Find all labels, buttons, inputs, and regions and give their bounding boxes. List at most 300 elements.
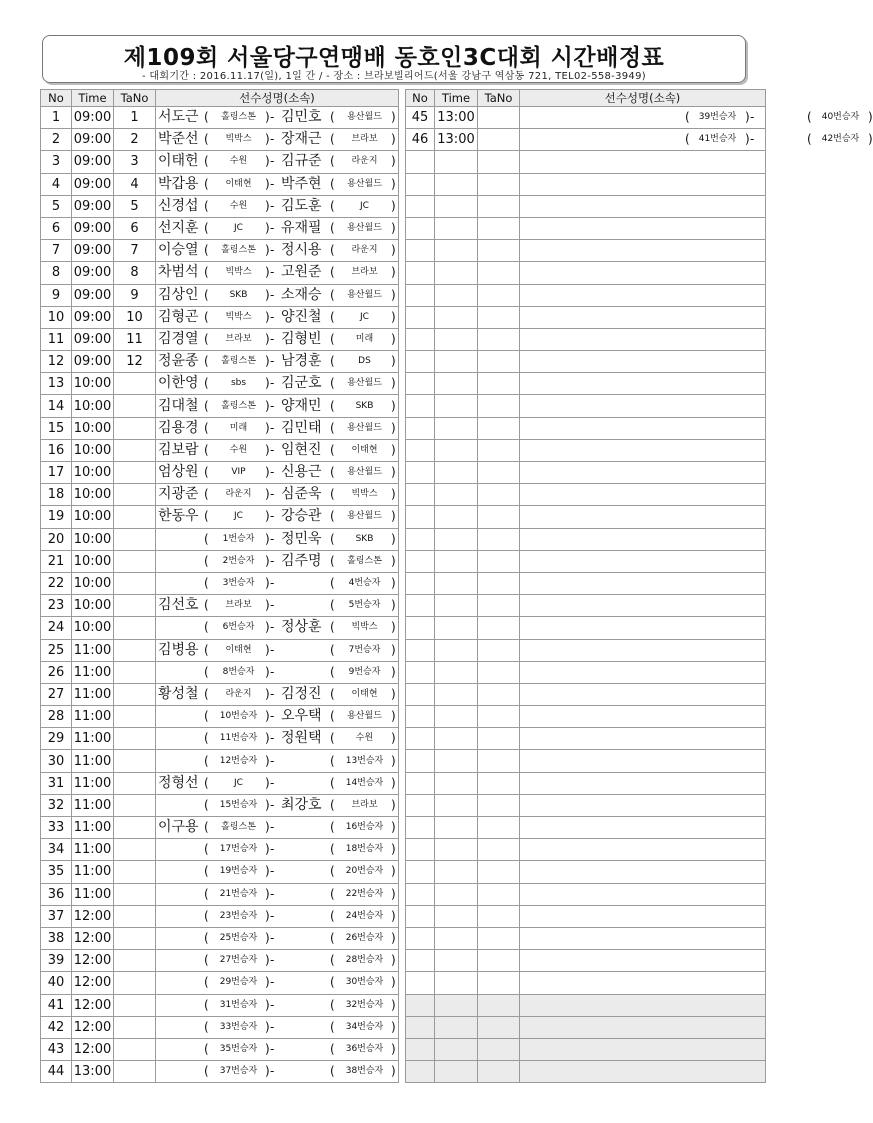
cell-players	[156, 883, 399, 905]
paren-open: (	[204, 797, 209, 812]
cell-players	[156, 750, 399, 772]
cell-players	[156, 240, 399, 262]
player-1-club: 29번승자	[219, 977, 258, 988]
cell-no	[406, 750, 435, 772]
cell-tano	[114, 661, 156, 683]
cell-no: 7	[41, 240, 72, 262]
cell-time: 09:00	[72, 129, 114, 151]
cell-no	[406, 328, 435, 350]
cell-no	[406, 217, 435, 239]
player-1-name: 김상인	[158, 286, 199, 303]
player-1-name: 선지훈	[158, 220, 199, 237]
cell-tano	[114, 728, 156, 750]
player-2-club: 40번승자	[821, 112, 860, 123]
cell-no: 20	[41, 528, 72, 550]
paren-open: (	[204, 709, 209, 724]
cell-tano	[478, 905, 520, 927]
player-1-club: 홀링스톤	[221, 112, 256, 123]
cell-time: 12:00	[72, 1016, 114, 1038]
cell-no	[406, 639, 435, 661]
cell-no: 31	[41, 772, 72, 794]
player-2-name: 김민태	[281, 419, 322, 436]
player-2-club: 7번승자	[348, 644, 381, 655]
player-2-club: DS	[358, 356, 371, 367]
table-row	[406, 1061, 766, 1083]
cell-players	[156, 284, 399, 306]
player-2-name: 정시용	[281, 242, 322, 259]
paren-open: (	[204, 243, 209, 258]
cell-tano	[478, 395, 520, 417]
player-1-club: 27번승자	[219, 955, 258, 966]
table-row	[406, 861, 766, 883]
player-1-name: 이태헌	[158, 153, 199, 170]
cell-no: 14	[41, 395, 72, 417]
paren-open: (	[204, 1041, 209, 1056]
paren-close: )	[265, 864, 270, 879]
cell-tano	[478, 217, 520, 239]
paren-open: (	[330, 509, 335, 524]
player-2-name: 김군호	[281, 375, 322, 392]
cell-tano	[478, 950, 520, 972]
cell-no	[406, 195, 435, 217]
cell-no	[406, 994, 435, 1016]
cell-time: 10:00	[72, 417, 114, 439]
cell-players	[156, 772, 399, 794]
versus-separator: -	[270, 598, 275, 613]
cell-no	[406, 950, 435, 972]
cell-tano	[114, 395, 156, 417]
paren-close: )	[391, 198, 396, 213]
cell-players	[520, 550, 766, 572]
player-2-club: 20번승자	[345, 866, 384, 877]
cell-no	[406, 284, 435, 306]
player-1-club: 3번승자	[222, 578, 255, 589]
cell-no: 4	[41, 173, 72, 195]
paren-close: )	[265, 886, 270, 901]
player-1-name: 김보람	[158, 441, 199, 458]
cell-time	[435, 927, 478, 949]
cell-time: 12:00	[72, 905, 114, 927]
cell-players	[520, 772, 766, 794]
paren-open: (	[204, 686, 209, 701]
player-1-name: 이승열	[158, 242, 199, 259]
cell-no	[406, 905, 435, 927]
paren-open: (	[330, 198, 335, 213]
cell-players	[156, 395, 399, 417]
cell-no: 32	[41, 794, 72, 816]
paren-open: (	[204, 953, 209, 968]
player-2-club: JC	[360, 311, 369, 322]
paren-close: )	[391, 620, 396, 635]
cell-players	[520, 728, 766, 750]
table-row	[41, 528, 399, 550]
paren-close: )	[868, 110, 873, 125]
cell-no	[406, 528, 435, 550]
paren-close: )	[265, 975, 270, 990]
paren-open: (	[204, 975, 209, 990]
paren-close: )	[391, 953, 396, 968]
cell-tano	[478, 484, 520, 506]
cell-tano: 8	[114, 262, 156, 284]
paren-open: (	[204, 309, 209, 324]
player-1-club: SKB	[229, 289, 248, 300]
cell-players	[520, 572, 766, 594]
paren-open: (	[204, 110, 209, 125]
cell-players	[520, 129, 873, 151]
cell-players	[520, 750, 766, 772]
cell-players	[156, 173, 399, 195]
cell-time	[435, 462, 478, 484]
player-1-club: 8번승자	[222, 666, 255, 677]
cell-players	[156, 1038, 399, 1060]
cell-no	[406, 972, 435, 994]
cell-players	[156, 506, 399, 528]
cell-time	[435, 306, 478, 328]
player-1-name: 이한영	[158, 375, 199, 392]
cell-time	[435, 817, 478, 839]
table-row	[41, 617, 399, 639]
versus-separator: -	[270, 176, 275, 191]
cell-tano	[478, 129, 520, 151]
paren-open: (	[330, 354, 335, 369]
paren-open: (	[330, 221, 335, 236]
cell-tano: 1	[114, 107, 156, 129]
player-2-name: 정상훈	[281, 619, 322, 636]
cell-time	[435, 750, 478, 772]
player-2-club: 14번승자	[345, 777, 384, 788]
player-2-club: 38번승자	[345, 1066, 384, 1077]
cell-tano	[478, 861, 520, 883]
cell-time: 09:00	[72, 306, 114, 328]
cell-tano	[478, 151, 520, 173]
cell-time	[435, 395, 478, 417]
cell-no	[406, 1038, 435, 1060]
cell-tano: 7	[114, 240, 156, 262]
paren-open: (	[204, 509, 209, 524]
versus-separator: -	[270, 576, 275, 591]
cell-players	[520, 994, 766, 1016]
player-2-name: 유재필	[281, 220, 322, 237]
cell-no: 43	[41, 1038, 72, 1060]
paren-close: )	[391, 997, 396, 1012]
cell-players	[520, 217, 766, 239]
player-2-club: 이태현	[351, 688, 378, 699]
paren-open: (	[330, 686, 335, 701]
cell-tano	[114, 683, 156, 705]
cell-players	[156, 439, 399, 461]
paren-open: (	[330, 465, 335, 480]
cell-players	[520, 417, 766, 439]
cell-no: 16	[41, 439, 72, 461]
paren-close: )	[391, 642, 396, 657]
cell-tano	[478, 927, 520, 949]
paren-open: (	[204, 598, 209, 613]
cell-no	[406, 395, 435, 417]
cell-players	[520, 661, 766, 683]
table-row	[406, 395, 766, 417]
table-row	[41, 972, 399, 994]
player-1-name: 지광준	[158, 486, 199, 503]
cell-time: 11:00	[72, 706, 114, 728]
cell-no: 27	[41, 683, 72, 705]
cell-time	[435, 994, 478, 1016]
paren-open: (	[330, 908, 335, 923]
cell-no	[406, 506, 435, 528]
paren-open: (	[330, 997, 335, 1012]
table-row	[41, 750, 399, 772]
player-2-club: 브라보	[351, 134, 378, 145]
cell-no: 12	[41, 351, 72, 373]
paren-close: )	[391, 354, 396, 369]
paren-open: (	[204, 154, 209, 169]
cell-time: 11:00	[72, 661, 114, 683]
player-1-name: 황성철	[158, 685, 199, 702]
table-row	[406, 595, 766, 617]
table-row	[41, 661, 399, 683]
cell-tano	[478, 750, 520, 772]
player-1-name: 서도근	[158, 109, 199, 126]
player-1-name: 김대철	[158, 397, 199, 414]
paren-close: )	[745, 132, 750, 147]
header-no: No	[41, 90, 72, 107]
cell-tano	[114, 439, 156, 461]
cell-time	[435, 617, 478, 639]
cell-no	[406, 373, 435, 395]
table-row	[41, 173, 399, 195]
cell-no	[406, 306, 435, 328]
cell-no: 34	[41, 839, 72, 861]
cell-tano	[478, 972, 520, 994]
cell-players	[156, 151, 399, 173]
cell-time	[435, 262, 478, 284]
header-tano: TaNo	[478, 90, 520, 107]
cell-tano	[478, 195, 520, 217]
table-row	[406, 262, 766, 284]
cell-no	[406, 706, 435, 728]
versus-separator: -	[270, 908, 275, 923]
table-row	[41, 328, 399, 350]
player-1-club: 이태현	[225, 178, 252, 189]
table-row	[41, 284, 399, 306]
cell-no	[406, 262, 435, 284]
cell-tano	[114, 595, 156, 617]
cell-no	[406, 550, 435, 572]
versus-separator: -	[270, 265, 275, 280]
paren-close: )	[265, 509, 270, 524]
paren-open: (	[330, 775, 335, 790]
paren-close: )	[391, 664, 396, 679]
cell-time: 09:00	[72, 240, 114, 262]
cell-tano	[114, 572, 156, 594]
cell-time: 10:00	[72, 528, 114, 550]
player-1-club: 홀링스톤	[221, 245, 256, 256]
cell-players	[520, 107, 873, 129]
cell-time	[435, 861, 478, 883]
cell-no: 11	[41, 328, 72, 350]
cell-tano	[478, 550, 520, 572]
player-1-club: 홀링스톤	[221, 822, 256, 833]
cell-tano	[478, 1038, 520, 1060]
cell-tano	[478, 595, 520, 617]
cell-no: 39	[41, 950, 72, 972]
player-2-club: 용산월드	[347, 223, 382, 234]
cell-players	[156, 550, 399, 572]
cell-players	[156, 817, 399, 839]
paren-close: )	[391, 709, 396, 724]
cell-tano	[478, 328, 520, 350]
cell-time	[435, 706, 478, 728]
cell-no: 19	[41, 506, 72, 528]
paren-close: )	[265, 820, 270, 835]
versus-separator: -	[270, 953, 275, 968]
paren-close: )	[391, 309, 396, 324]
versus-separator: -	[270, 886, 275, 901]
cell-no: 37	[41, 905, 72, 927]
paren-close: )	[265, 775, 270, 790]
cell-no: 5	[41, 195, 72, 217]
paren-close: )	[391, 753, 396, 768]
cell-tano	[114, 972, 156, 994]
paren-close: )	[265, 1064, 270, 1079]
cell-time: 11:00	[72, 683, 114, 705]
cell-tano	[114, 927, 156, 949]
player-1-name: 김형곤	[158, 308, 199, 325]
paren-open: (	[330, 243, 335, 258]
player-2-name: 김형빈	[281, 330, 322, 347]
header-players: 선수성명(소속)	[520, 90, 766, 107]
cell-players	[520, 151, 766, 173]
paren-close: )	[265, 132, 270, 147]
cell-time: 12:00	[72, 927, 114, 949]
paren-open: (	[204, 820, 209, 835]
paren-open: (	[204, 287, 209, 302]
paren-close: )	[265, 376, 270, 391]
paren-open: (	[204, 1019, 209, 1034]
cell-tano	[114, 750, 156, 772]
player-2-name: 남경훈	[281, 353, 322, 370]
table-row	[406, 107, 766, 129]
paren-close: )	[391, 110, 396, 125]
table-row	[41, 107, 399, 129]
player-2-name: 양진철	[281, 308, 322, 325]
table-row	[41, 817, 399, 839]
cell-time: 09:00	[72, 217, 114, 239]
cell-tano	[114, 639, 156, 661]
cell-players	[156, 528, 399, 550]
paren-open: (	[685, 132, 690, 147]
cell-time: 11:00	[72, 883, 114, 905]
table-row	[41, 306, 399, 328]
player-1-name: 김경열	[158, 330, 199, 347]
cell-players	[156, 728, 399, 750]
player-2-name: 양재민	[281, 397, 322, 414]
cell-time: 10:00	[72, 484, 114, 506]
paren-close: )	[391, 1064, 396, 1079]
cell-no	[406, 1061, 435, 1083]
paren-close: )	[391, 598, 396, 613]
cell-time: 09:00	[72, 328, 114, 350]
cell-time: 10:00	[72, 550, 114, 572]
cell-players	[156, 861, 399, 883]
paren-open: (	[204, 576, 209, 591]
paren-close: )	[391, 864, 396, 879]
player-2-name: 고원준	[281, 264, 322, 281]
cell-tano: 9	[114, 284, 156, 306]
cell-tano	[114, 706, 156, 728]
player-1-club: 수원	[229, 200, 248, 211]
cell-players	[520, 284, 766, 306]
table-row	[41, 129, 399, 151]
cell-no	[406, 1016, 435, 1038]
player-2-club: 36번승자	[345, 1043, 384, 1054]
paren-close: )	[391, 509, 396, 524]
cell-time: 12:00	[72, 1038, 114, 1060]
table-row	[406, 683, 766, 705]
player-2-club: 16번승자	[345, 822, 384, 833]
player-1-club: 12번승자	[219, 755, 258, 766]
player-2-club: 32번승자	[345, 999, 384, 1010]
versus-separator: -	[270, 442, 275, 457]
player-2-club: 미래	[355, 333, 374, 344]
header-time: Time	[435, 90, 478, 107]
player-2-name: 김민호	[281, 109, 322, 126]
paren-open: (	[330, 931, 335, 946]
cell-tano	[114, 484, 156, 506]
player-2-name: 강승관	[281, 508, 322, 525]
paren-open: (	[204, 132, 209, 147]
paren-open: (	[330, 886, 335, 901]
player-1-club: 빅박스	[225, 267, 252, 278]
cell-no: 24	[41, 617, 72, 639]
header-time: Time	[72, 90, 114, 107]
table-row	[41, 417, 399, 439]
cell-players	[156, 706, 399, 728]
paren-close: )	[391, 842, 396, 857]
versus-separator: -	[270, 753, 275, 768]
player-1-club: 6번승자	[222, 622, 255, 633]
paren-close: )	[265, 664, 270, 679]
cell-time	[435, 328, 478, 350]
cell-tano	[114, 950, 156, 972]
player-1-club: 17번승자	[219, 844, 258, 855]
player-1-name: 차범석	[158, 264, 199, 281]
cell-tano	[114, 794, 156, 816]
player-1-club: 이태현	[225, 644, 252, 655]
paren-close: )	[391, 331, 396, 346]
cell-players	[520, 950, 766, 972]
table-row	[41, 1038, 399, 1060]
cell-time	[435, 794, 478, 816]
paren-close: )	[265, 953, 270, 968]
cell-players	[156, 351, 399, 373]
paren-open: (	[204, 265, 209, 280]
cell-players	[520, 794, 766, 816]
table-row	[406, 817, 766, 839]
cell-time: 10:00	[72, 595, 114, 617]
cell-time: 12:00	[72, 950, 114, 972]
cell-players	[520, 1016, 766, 1038]
table-row	[41, 462, 399, 484]
schedule-body-right	[406, 107, 873, 1083]
player-1-club: 31번승자	[219, 999, 258, 1010]
cell-time	[435, 728, 478, 750]
player-2-club: 브라보	[351, 799, 378, 810]
paren-open: (	[330, 376, 335, 391]
cell-players	[156, 462, 399, 484]
player-1-club: 홀링스톤	[221, 356, 256, 367]
paren-close: )	[265, 908, 270, 923]
page-title: 제109회 서울당구연맹배 동호인3C대회 시간배정표	[123, 45, 665, 71]
